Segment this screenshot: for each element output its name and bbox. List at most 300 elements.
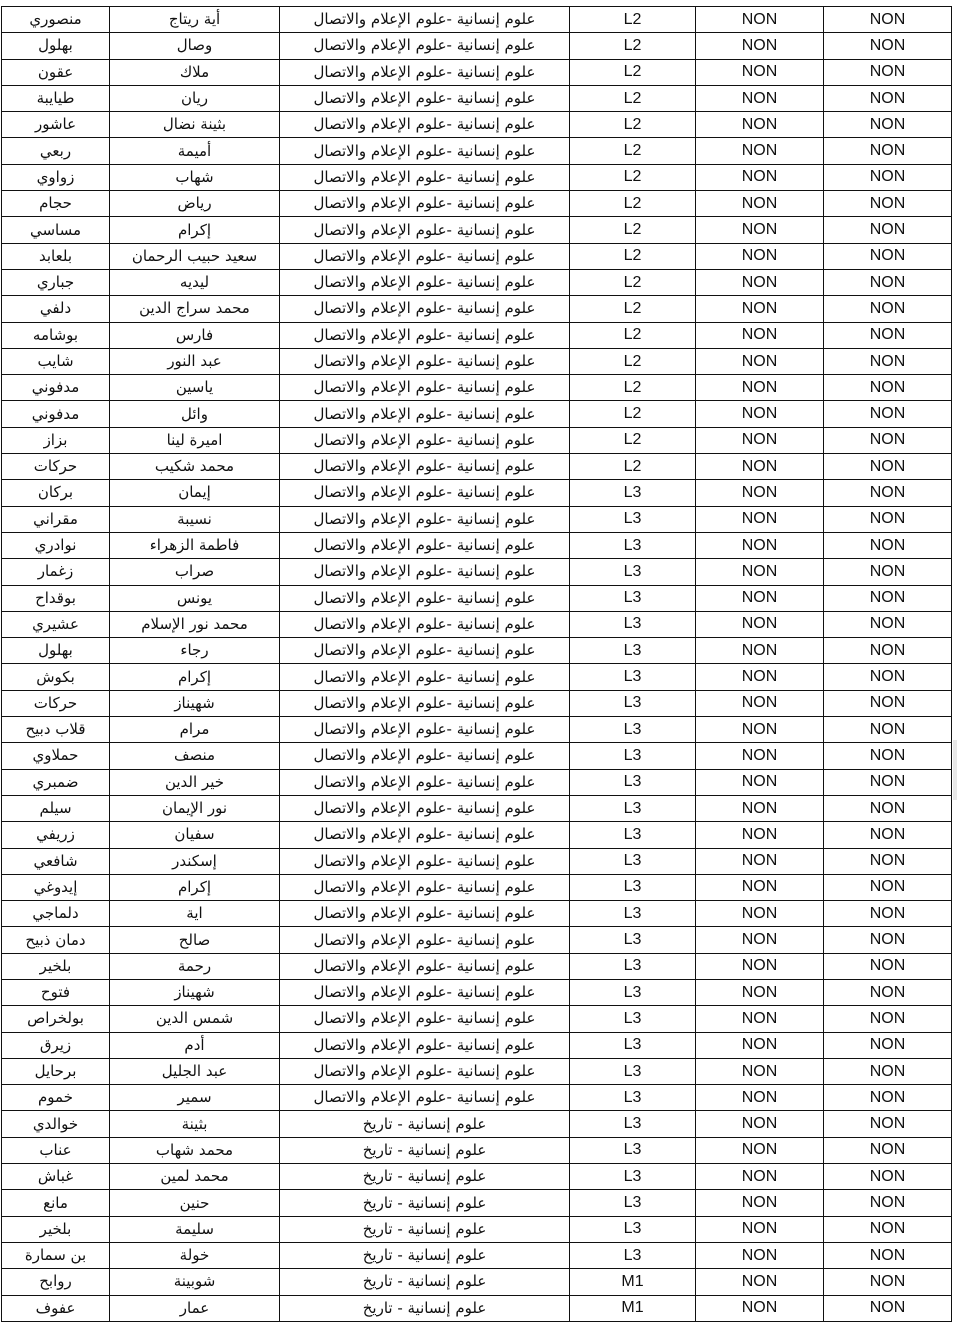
- level-cell: M1: [570, 1269, 696, 1295]
- status-cell-b: NON: [824, 191, 952, 217]
- status-cell-a: NON: [696, 1216, 824, 1242]
- status-cell-b: NON: [824, 401, 952, 427]
- last-name-cell: دمان ذبيح: [2, 927, 110, 953]
- last-name-cell: ربعي: [2, 138, 110, 164]
- status-cell-b: NON: [824, 1006, 952, 1032]
- student-table: [1, 6, 952, 1322]
- level-cell: L3: [570, 1032, 696, 1058]
- status-cell-a: NON: [696, 322, 824, 348]
- table-row: [2, 112, 952, 138]
- last-name-cell: دلفي: [2, 296, 110, 322]
- status-cell-b: NON: [824, 953, 952, 979]
- last-name-cell: برحايل: [2, 1058, 110, 1084]
- level-cell: L2: [570, 427, 696, 453]
- status-cell-a: NON: [696, 454, 824, 480]
- status-cell-a: NON: [696, 112, 824, 138]
- level-cell: L2: [570, 191, 696, 217]
- first-name-cell: صالح: [110, 927, 280, 953]
- first-name-cell: سليمة: [110, 1216, 280, 1242]
- level-cell: L3: [570, 1242, 696, 1268]
- status-cell-a: NON: [696, 559, 824, 585]
- last-name-cell: مانع: [2, 1190, 110, 1216]
- status-cell-a: NON: [696, 795, 824, 821]
- last-name-cell: بهلول: [2, 33, 110, 59]
- status-cell-a: NON: [696, 927, 824, 953]
- table-row: [2, 1085, 952, 1111]
- table-row: [2, 1295, 952, 1321]
- specialty-cell: علوم إنسانية -علوم الإعلام والاتصال: [280, 85, 570, 111]
- last-name-cell: زريفي: [2, 822, 110, 848]
- first-name-cell: اميرة لينا: [110, 427, 280, 453]
- table-row: [2, 322, 952, 348]
- status-cell-b: NON: [824, 85, 952, 111]
- status-cell-b: NON: [824, 638, 952, 664]
- status-cell-a: NON: [696, 769, 824, 795]
- table-row: [2, 690, 952, 716]
- first-name-cell: شوبينة: [110, 1269, 280, 1295]
- status-cell-b: NON: [824, 1058, 952, 1084]
- last-name-cell: بن سمارة: [2, 1242, 110, 1268]
- status-cell-b: NON: [824, 506, 952, 532]
- level-cell: L2: [570, 112, 696, 138]
- status-cell-b: NON: [824, 690, 952, 716]
- last-name-cell: حركات: [2, 690, 110, 716]
- status-cell-a: NON: [696, 532, 824, 558]
- last-name-cell: بهلول: [2, 638, 110, 664]
- level-cell: L3: [570, 1216, 696, 1242]
- first-name-cell: ريان: [110, 85, 280, 111]
- first-name-cell: منصف: [110, 743, 280, 769]
- table-row: [2, 1242, 952, 1268]
- status-cell-a: NON: [696, 638, 824, 664]
- level-cell: L3: [570, 1111, 696, 1137]
- table-row: [2, 664, 952, 690]
- first-name-cell: وصال: [110, 33, 280, 59]
- last-name-cell: بلخير: [2, 953, 110, 979]
- level-cell: L2: [570, 322, 696, 348]
- status-cell-a: NON: [696, 1006, 824, 1032]
- specialty-cell: علوم إنسانية - تاريخ: [280, 1269, 570, 1295]
- table-row: [2, 743, 952, 769]
- table-body: [2, 7, 952, 1322]
- first-name-cell: خير الدين: [110, 769, 280, 795]
- specialty-cell: علوم إنسانية - تاريخ: [280, 1111, 570, 1137]
- first-name-cell: محمد نور الإسلام: [110, 611, 280, 637]
- level-cell: L2: [570, 138, 696, 164]
- status-cell-a: NON: [696, 269, 824, 295]
- first-name-cell: شمس الدين: [110, 1006, 280, 1032]
- status-cell-a: NON: [696, 1164, 824, 1190]
- last-name-cell: عشيري: [2, 611, 110, 637]
- specialty-cell: علوم إنسانية -علوم الإعلام والاتصال: [280, 348, 570, 374]
- status-cell-b: NON: [824, 717, 952, 743]
- status-cell-a: NON: [696, 848, 824, 874]
- level-cell: L3: [570, 611, 696, 637]
- table-row: [2, 638, 952, 664]
- specialty-cell: علوم إنسانية -علوم الإعلام والاتصال: [280, 1006, 570, 1032]
- status-cell-b: NON: [824, 743, 952, 769]
- table-row: [2, 1216, 952, 1242]
- status-cell-a: NON: [696, 874, 824, 900]
- level-cell: L2: [570, 59, 696, 85]
- specialty-cell: علوم إنسانية -علوم الإعلام والاتصال: [280, 217, 570, 243]
- first-name-cell: شهيناز: [110, 979, 280, 1005]
- specialty-cell: علوم إنسانية -علوم الإعلام والاتصال: [280, 1085, 570, 1111]
- first-name-cell: محمد لمين: [110, 1164, 280, 1190]
- status-cell-b: NON: [824, 848, 952, 874]
- level-cell: L2: [570, 7, 696, 33]
- specialty-cell: علوم إنسانية -علوم الإعلام والاتصال: [280, 296, 570, 322]
- status-cell-b: NON: [824, 454, 952, 480]
- specialty-cell: علوم إنسانية -علوم الإعلام والاتصال: [280, 769, 570, 795]
- status-cell-b: NON: [824, 322, 952, 348]
- last-name-cell: حملاوي: [2, 743, 110, 769]
- specialty-cell: علوم إنسانية -علوم الإعلام والاتصال: [280, 743, 570, 769]
- specialty-cell: علوم إنسانية -علوم الإعلام والاتصال: [280, 164, 570, 190]
- last-name-cell: خموم: [2, 1085, 110, 1111]
- status-cell-b: NON: [824, 979, 952, 1005]
- status-cell-b: NON: [824, 138, 952, 164]
- page-edge-shadow: [953, 740, 957, 800]
- status-cell-a: NON: [696, 717, 824, 743]
- last-name-cell: شايب: [2, 348, 110, 374]
- first-name-cell: إسكندر: [110, 848, 280, 874]
- status-cell-b: NON: [824, 1164, 952, 1190]
- table-row: [2, 901, 952, 927]
- last-name-cell: جباري: [2, 269, 110, 295]
- status-cell-a: NON: [696, 1058, 824, 1084]
- table-row: [2, 480, 952, 506]
- status-cell-b: NON: [824, 427, 952, 453]
- table-row: [2, 296, 952, 322]
- table-row: [2, 7, 952, 33]
- level-cell: L2: [570, 164, 696, 190]
- status-cell-b: NON: [824, 1269, 952, 1295]
- last-name-cell: مدفوني: [2, 401, 110, 427]
- status-cell-b: NON: [824, 901, 952, 927]
- first-name-cell: رياض: [110, 191, 280, 217]
- level-cell: L3: [570, 506, 696, 532]
- first-name-cell: وائل: [110, 401, 280, 427]
- specialty-cell: علوم إنسانية - تاريخ: [280, 1190, 570, 1216]
- first-name-cell: نور الإيمان: [110, 795, 280, 821]
- first-name-cell: محمد سراج الدين: [110, 296, 280, 322]
- status-cell-b: NON: [824, 532, 952, 558]
- table-row: [2, 427, 952, 453]
- level-cell: L2: [570, 296, 696, 322]
- first-name-cell: أية ريتاج: [110, 7, 280, 33]
- specialty-cell: علوم إنسانية - تاريخ: [280, 1164, 570, 1190]
- first-name-cell: سمير: [110, 1085, 280, 1111]
- last-name-cell: عفوف: [2, 1295, 110, 1321]
- last-name-cell: نوادري: [2, 532, 110, 558]
- first-name-cell: سفيان: [110, 822, 280, 848]
- status-cell-b: NON: [824, 822, 952, 848]
- status-cell-b: NON: [824, 7, 952, 33]
- last-name-cell: زواوي: [2, 164, 110, 190]
- specialty-cell: علوم إنسانية -علوم الإعلام والاتصال: [280, 927, 570, 953]
- table-row: [2, 585, 952, 611]
- specialty-cell: علوم إنسانية -علوم الإعلام والاتصال: [280, 822, 570, 848]
- level-cell: L2: [570, 454, 696, 480]
- level-cell: L2: [570, 401, 696, 427]
- specialty-cell: علوم إنسانية -علوم الإعلام والاتصال: [280, 874, 570, 900]
- table-row: [2, 454, 952, 480]
- status-cell-a: NON: [696, 1242, 824, 1268]
- specialty-cell: علوم إنسانية -علوم الإعلام والاتصال: [280, 506, 570, 532]
- table-row: [2, 1032, 952, 1058]
- status-cell-b: NON: [824, 112, 952, 138]
- specialty-cell: علوم إنسانية -علوم الإعلام والاتصال: [280, 1032, 570, 1058]
- specialty-cell: علوم إنسانية - تاريخ: [280, 1216, 570, 1242]
- specialty-cell: علوم إنسانية -علوم الإعلام والاتصال: [280, 401, 570, 427]
- table-row: [2, 269, 952, 295]
- status-cell-b: NON: [824, 217, 952, 243]
- level-cell: L3: [570, 717, 696, 743]
- status-cell-b: NON: [824, 269, 952, 295]
- table-row: [2, 874, 952, 900]
- first-name-cell: ليديه: [110, 269, 280, 295]
- table-row: [2, 927, 952, 953]
- status-cell-a: NON: [696, 375, 824, 401]
- specialty-cell: علوم إنسانية -علوم الإعلام والاتصال: [280, 559, 570, 585]
- specialty-cell: علوم إنسانية -علوم الإعلام والاتصال: [280, 953, 570, 979]
- status-cell-a: NON: [696, 480, 824, 506]
- specialty-cell: علوم إنسانية -علوم الإعلام والاتصال: [280, 638, 570, 664]
- level-cell: L2: [570, 348, 696, 374]
- status-cell-a: NON: [696, 611, 824, 637]
- first-name-cell: عبد الجليل: [110, 1058, 280, 1084]
- status-cell-b: NON: [824, 1216, 952, 1242]
- table-row: [2, 243, 952, 269]
- last-name-cell: عاشور: [2, 112, 110, 138]
- specialty-cell: علوم إنسانية -علوم الإعلام والاتصال: [280, 33, 570, 59]
- status-cell-a: NON: [696, 1295, 824, 1321]
- first-name-cell: ياسين: [110, 375, 280, 401]
- table-row: [2, 401, 952, 427]
- status-cell-a: NON: [696, 33, 824, 59]
- specialty-cell: علوم إنسانية -علوم الإعلام والاتصال: [280, 112, 570, 138]
- table-row: [2, 953, 952, 979]
- last-name-cell: بلخير: [2, 1216, 110, 1242]
- first-name-cell: محمد شكيب: [110, 454, 280, 480]
- specialty-cell: علوم إنسانية -علوم الإعلام والاتصال: [280, 427, 570, 453]
- status-cell-b: NON: [824, 1242, 952, 1268]
- status-cell-b: NON: [824, 1111, 952, 1137]
- level-cell: L3: [570, 1058, 696, 1084]
- specialty-cell: علوم إنسانية -علوم الإعلام والاتصال: [280, 979, 570, 1005]
- table-row: [2, 191, 952, 217]
- level-cell: L3: [570, 822, 696, 848]
- first-name-cell: شهيناز: [110, 690, 280, 716]
- status-cell-a: NON: [696, 85, 824, 111]
- level-cell: L3: [570, 690, 696, 716]
- specialty-cell: علوم إنسانية -علوم الإعلام والاتصال: [280, 1058, 570, 1084]
- last-name-cell: حركات: [2, 454, 110, 480]
- specialty-cell: علوم إنسانية -علوم الإعلام والاتصال: [280, 532, 570, 558]
- status-cell-a: NON: [696, 664, 824, 690]
- specialty-cell: علوم إنسانية -علوم الإعلام والاتصال: [280, 690, 570, 716]
- status-cell-a: NON: [696, 427, 824, 453]
- status-cell-a: NON: [696, 138, 824, 164]
- first-name-cell: بثينة: [110, 1111, 280, 1137]
- specialty-cell: علوم إنسانية -علوم الإعلام والاتصال: [280, 611, 570, 637]
- status-cell-a: NON: [696, 506, 824, 532]
- status-cell-b: NON: [824, 1190, 952, 1216]
- table-row: [2, 375, 952, 401]
- status-cell-a: NON: [696, 585, 824, 611]
- specialty-cell: علوم إنسانية -علوم الإعلام والاتصال: [280, 138, 570, 164]
- status-cell-b: NON: [824, 33, 952, 59]
- first-name-cell: أميمة: [110, 138, 280, 164]
- status-cell-a: NON: [696, 1137, 824, 1163]
- table-row: [2, 1006, 952, 1032]
- last-name-cell: مقراني: [2, 506, 110, 532]
- specialty-cell: علوم إنسانية -علوم الإعلام والاتصال: [280, 322, 570, 348]
- last-name-cell: غباش: [2, 1164, 110, 1190]
- level-cell: L3: [570, 1085, 696, 1111]
- status-cell-a: NON: [696, 7, 824, 33]
- first-name-cell: فارس: [110, 322, 280, 348]
- status-cell-b: NON: [824, 1032, 952, 1058]
- last-name-cell: قلاب دبيح: [2, 717, 110, 743]
- status-cell-a: NON: [696, 822, 824, 848]
- table-row: [2, 1190, 952, 1216]
- specialty-cell: علوم إنسانية -علوم الإعلام والاتصال: [280, 269, 570, 295]
- last-name-cell: بكوش: [2, 664, 110, 690]
- first-name-cell: رحمة: [110, 953, 280, 979]
- specialty-cell: علوم إنسانية -علوم الإعلام والاتصال: [280, 243, 570, 269]
- status-cell-a: NON: [696, 743, 824, 769]
- status-cell-b: NON: [824, 559, 952, 585]
- first-name-cell: رجاء: [110, 638, 280, 664]
- specialty-cell: علوم إنسانية -علوم الإعلام والاتصال: [280, 848, 570, 874]
- status-cell-b: NON: [824, 874, 952, 900]
- last-name-cell: فتوح: [2, 979, 110, 1005]
- status-cell-a: NON: [696, 953, 824, 979]
- first-name-cell: صراب: [110, 559, 280, 585]
- status-cell-a: NON: [696, 1269, 824, 1295]
- level-cell: L2: [570, 269, 696, 295]
- status-cell-a: NON: [696, 401, 824, 427]
- status-cell-a: NON: [696, 59, 824, 85]
- table-row: [2, 1111, 952, 1137]
- status-cell-b: NON: [824, 927, 952, 953]
- status-cell-a: NON: [696, 1032, 824, 1058]
- level-cell: L3: [570, 927, 696, 953]
- specialty-cell: علوم إنسانية -علوم الإعلام والاتصال: [280, 664, 570, 690]
- status-cell-b: NON: [824, 611, 952, 637]
- table-row: [2, 769, 952, 795]
- last-name-cell: حجام: [2, 191, 110, 217]
- table-row: [2, 848, 952, 874]
- table-row: [2, 59, 952, 85]
- status-cell-b: NON: [824, 243, 952, 269]
- table-row: [2, 611, 952, 637]
- first-name-cell: يونس: [110, 585, 280, 611]
- status-cell-a: NON: [696, 1190, 824, 1216]
- specialty-cell: علوم إنسانية -علوم الإعلام والاتصال: [280, 454, 570, 480]
- level-cell: L2: [570, 375, 696, 401]
- level-cell: L3: [570, 874, 696, 900]
- table-row: [2, 1058, 952, 1084]
- first-name-cell: ملاك: [110, 59, 280, 85]
- last-name-cell: عقون: [2, 59, 110, 85]
- specialty-cell: علوم إنسانية - تاريخ: [280, 1295, 570, 1321]
- level-cell: L3: [570, 480, 696, 506]
- level-cell: L3: [570, 1190, 696, 1216]
- status-cell-b: NON: [824, 664, 952, 690]
- last-name-cell: بوقداح: [2, 585, 110, 611]
- specialty-cell: علوم إنسانية -علوم الإعلام والاتصال: [280, 585, 570, 611]
- table-row: [2, 217, 952, 243]
- status-cell-a: NON: [696, 690, 824, 716]
- table-row: [2, 795, 952, 821]
- table-row: [2, 532, 952, 558]
- last-name-cell: ضمبري: [2, 769, 110, 795]
- last-name-cell: روابح: [2, 1269, 110, 1295]
- status-cell-a: NON: [696, 296, 824, 322]
- status-cell-b: NON: [824, 1137, 952, 1163]
- table-row: [2, 348, 952, 374]
- level-cell: L3: [570, 979, 696, 1005]
- status-cell-b: NON: [824, 1295, 952, 1321]
- table-row: [2, 85, 952, 111]
- table-row: [2, 822, 952, 848]
- table-row: [2, 1164, 952, 1190]
- level-cell: L2: [570, 217, 696, 243]
- status-cell-b: NON: [824, 795, 952, 821]
- last-name-cell: إيدوغي: [2, 874, 110, 900]
- status-cell-b: NON: [824, 585, 952, 611]
- level-cell: M1: [570, 1295, 696, 1321]
- last-name-cell: مساسي: [2, 217, 110, 243]
- status-cell-a: NON: [696, 901, 824, 927]
- table-row: [2, 33, 952, 59]
- first-name-cell: خولة: [110, 1242, 280, 1268]
- level-cell: L2: [570, 85, 696, 111]
- table-row: [2, 164, 952, 190]
- first-name-cell: عبد النور: [110, 348, 280, 374]
- first-name-cell: أدم: [110, 1032, 280, 1058]
- level-cell: L2: [570, 243, 696, 269]
- level-cell: L3: [570, 795, 696, 821]
- first-name-cell: إيمان: [110, 480, 280, 506]
- first-name-cell: إكرام: [110, 217, 280, 243]
- table-row: [2, 506, 952, 532]
- first-name-cell: سعيد حبيب الرحمان: [110, 243, 280, 269]
- first-name-cell: إكرام: [110, 664, 280, 690]
- status-cell-a: NON: [696, 217, 824, 243]
- status-cell-a: NON: [696, 191, 824, 217]
- level-cell: L3: [570, 585, 696, 611]
- status-cell-b: NON: [824, 348, 952, 374]
- level-cell: L3: [570, 559, 696, 585]
- last-name-cell: عناب: [2, 1137, 110, 1163]
- status-cell-b: NON: [824, 480, 952, 506]
- specialty-cell: علوم إنسانية - تاريخ: [280, 1137, 570, 1163]
- specialty-cell: علوم إنسانية -علوم الإعلام والاتصال: [280, 191, 570, 217]
- first-name-cell: اية: [110, 901, 280, 927]
- status-cell-a: NON: [696, 979, 824, 1005]
- last-name-cell: سيلم: [2, 795, 110, 821]
- status-cell-a: NON: [696, 1085, 824, 1111]
- first-name-cell: نسيبة: [110, 506, 280, 532]
- level-cell: L3: [570, 1006, 696, 1032]
- last-name-cell: شافعي: [2, 848, 110, 874]
- level-cell: L3: [570, 743, 696, 769]
- level-cell: L3: [570, 1137, 696, 1163]
